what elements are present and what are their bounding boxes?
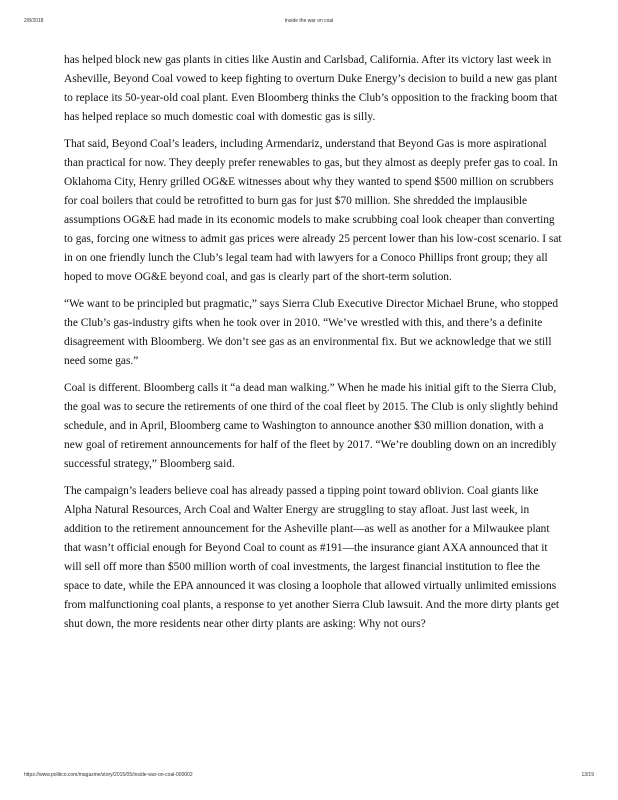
article-body [64,51,564,642]
page-footer [12,772,606,782]
paragraph: That said, Beyond Coal’s leaders, including Armendariz, understand that Beyond Gas is more aspirational than practical for now. They deeply prefer renewables to gas, but they almost as deeply prefer gas to coal. In Oklahoma City, Henry grilled OG&E witnesses about why they wanted to spend $500 million on scrubbers for coal boilers that could be retrofitted to burn gas for just $70 million. She shredded the implausible assumptions OG&E had made in its economic models to make scrubbing coal look cheaper than converting to gas, forcing one witness to admit gas prices were already 25 percent lower than his low-cost scenario. I sat in on one friendly lunch the Club’s legal team had with lawyers for a Conoco Phillips front group; they all hoped to move OG&E beyond coal, and gas is clearly part of the short-term solution. [64,138,562,283]
paragraph: The campaign’s leaders believe coal has already passed a tipping point toward oblivion. Coal giants like Alpha Natural Resources, Arch Coal and Walter Energy are struggling to stay afloat. Just last week, in addition to the retirement announcement for the Asheville plant—as well as another for a Milwaukee plant that wasn’t official enough for Beyond Coal to count as #191—the insurance giant AXA announced that it will sell off more than $500 million worth of coal investments, the largest financial institution to flee the space to date, while the EPA announced it was closing a loophole that allowed virtually unlimited emissions from malfunctioning coal plants, a response to yet another Sierra Club lawsuit. And the more dirty plants get shut down, the more residents near other dirty plants are asking: Why not ours? [64,485,560,630]
paragraph: Coal is different. Bloomberg calls it “a dead man walking.” When he made his initial gift to the Sierra Club, the goal was to secure the retirements of one third of the coal fleet by 2015. The Club is only slightly behind schedule, and in April, Bloomberg came to Washington to announce another $30 million donation, with a new goal of retirement announcements for half of the fleet by 2017. “We’re doubling down on an incredibly successful strategy,” Bloomberg said. [64,382,558,470]
page-header [12,18,606,28]
print-date: 2/8/2018 [24,18,44,24]
page-number: 13/19 [581,772,594,778]
source-url[interactable]: https://www.politico.com/magazine/story/2015/05/inside-war-on-coal-000002 [24,772,193,778]
print-title: Inside the war on coal [284,18,334,24]
paragraph: “We want to be principled but pragmatic,” says Sierra Club Executive Director Michael Brune, who stopped the Club’s gas-industry gifts when he took over in 2010. “We’ve wrestled with this, and there’s a definite disagreement with Bloomberg. We don’t see gas as an environmental fix. But we acknowledge that we still need some gas.” [64,298,559,367]
paragraph: has helped block new gas plants in cities like Austin and Carlsbad, California. After its victory last week in Asheville, Beyond Coal vowed to keep fighting to overturn Duke Energy’s decision to build a new gas plant to replace its 50-year-old coal plant. Even Bloomberg thinks the Club’s opposition to the fracking boom that has helped replace so much domestic coal with domestic gas is silly. [64,54,558,123]
